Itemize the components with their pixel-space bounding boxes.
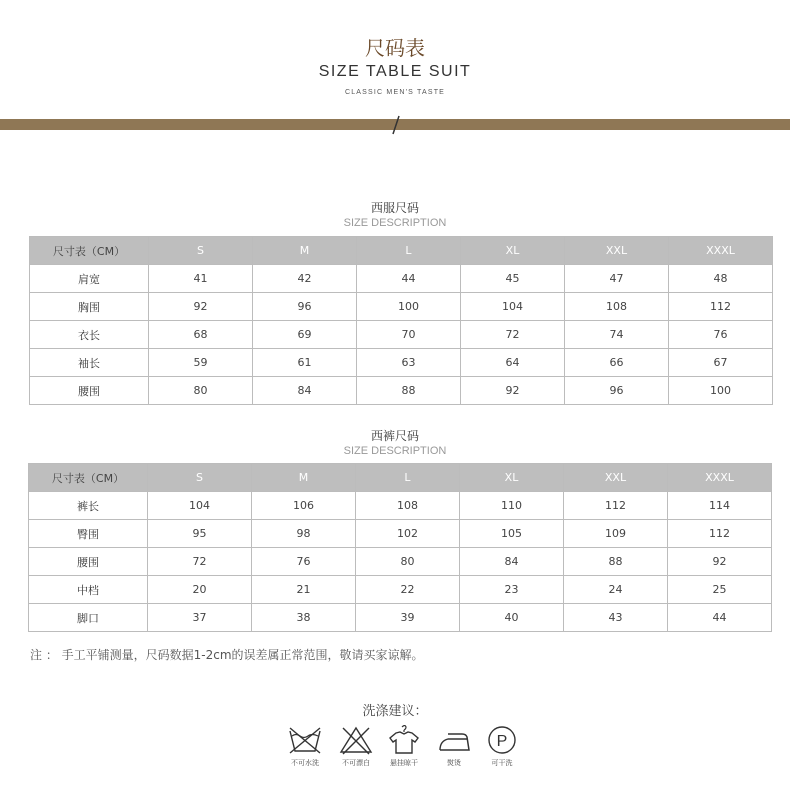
- table-cell: 106: [252, 492, 356, 520]
- table-cell: 39: [356, 604, 460, 632]
- table-cell: 72: [461, 321, 565, 349]
- table-cell: 112: [669, 293, 773, 321]
- table-cell: 104: [148, 492, 252, 520]
- page-subtitle: CLASSIC MEN'S TASTE: [344, 89, 446, 96]
- table-cell: 92: [668, 548, 772, 576]
- table-cell: 45: [461, 265, 565, 293]
- size-header-s: S: [149, 237, 253, 265]
- table-cell: 96: [253, 293, 357, 321]
- row-label: 衣长: [30, 321, 149, 349]
- table-cell: 109: [564, 520, 668, 548]
- suit-table-subtitle: SIZE DESCRIPTION: [343, 217, 447, 229]
- row-label: 肩宽: [30, 265, 149, 293]
- page-title: 尺码表: [365, 36, 425, 60]
- table-cell: 38: [252, 604, 356, 632]
- table-cell: 66: [565, 349, 669, 377]
- table-cell: 21: [252, 576, 356, 604]
- table-cell: 84: [460, 548, 564, 576]
- table-cell: 20: [148, 576, 252, 604]
- table-cell: 92: [461, 377, 565, 405]
- table-cell: 74: [565, 321, 669, 349]
- table-cell: 42: [253, 265, 357, 293]
- row-label: 臀围: [29, 520, 148, 548]
- pants-table-title: 西裤尺码: [370, 429, 419, 443]
- table-cell: 104: [461, 293, 565, 321]
- table-cell: 68: [149, 321, 253, 349]
- wash-label: 不可水洗: [291, 759, 319, 767]
- wash-label: 悬挂晾干: [390, 759, 418, 767]
- svg-text:P: P: [496, 733, 508, 750]
- size-header-l: L: [357, 237, 461, 265]
- table-cell: 100: [357, 293, 461, 321]
- table-row: [30, 377, 773, 405]
- table-cell: 88: [357, 377, 461, 405]
- table-cell: 64: [461, 349, 565, 377]
- table-header-row: [30, 237, 773, 265]
- pants-table-subtitle: SIZE DESCRIPTION: [343, 445, 447, 457]
- size-header-xl: XL: [461, 237, 565, 265]
- table-cell: 25: [668, 576, 772, 604]
- wash-item-no-bleach: [336, 725, 376, 768]
- table-cell: 47: [565, 265, 669, 293]
- table-cell: 24: [564, 576, 668, 604]
- row-label: 中档: [29, 576, 148, 604]
- row-label: 脚口: [29, 604, 148, 632]
- table-cell: 112: [564, 492, 668, 520]
- table-row: [30, 265, 773, 293]
- table-cell: 108: [356, 492, 460, 520]
- row-label: 裤长: [29, 492, 148, 520]
- table-row: [30, 349, 773, 377]
- table-cell: 84: [253, 377, 357, 405]
- table-cell: 100: [669, 377, 773, 405]
- wash-item-hang-dry: [384, 725, 424, 768]
- measurement-note: 注 ： 手工平铺测量，尺码数据1-2cm的误差属正常范围，敬请买家谅解。: [30, 648, 424, 662]
- no-bleach-icon: [338, 725, 374, 755]
- table-cell: 70: [357, 321, 461, 349]
- table-row: [29, 520, 772, 548]
- size-header-l: L: [356, 464, 460, 492]
- table-row: [29, 604, 772, 632]
- table-cell: 102: [356, 520, 460, 548]
- size-header-xl: XL: [460, 464, 564, 492]
- table-row: [30, 293, 773, 321]
- size-header-s: S: [148, 464, 252, 492]
- pants-size-table: [28, 463, 772, 632]
- slash-icon: [390, 114, 402, 136]
- table-cell: 96: [565, 377, 669, 405]
- header-label-cell: 尺寸表（CM）: [30, 237, 149, 265]
- table-cell: 76: [669, 321, 773, 349]
- dry-clean-icon: [484, 725, 520, 755]
- size-header-xxl: XXL: [565, 237, 669, 265]
- table-header-row: [29, 464, 772, 492]
- table-cell: 63: [357, 349, 461, 377]
- table-cell: 48: [669, 265, 773, 293]
- row-label: 袖长: [30, 349, 149, 377]
- table-cell: 72: [148, 548, 252, 576]
- size-header-xxl: XXL: [564, 464, 668, 492]
- wash-item-iron: [434, 725, 474, 768]
- table-cell: 112: [668, 520, 772, 548]
- table-cell: 61: [253, 349, 357, 377]
- table-cell: 43: [564, 604, 668, 632]
- table-cell: 22: [356, 576, 460, 604]
- table-row: [29, 576, 772, 604]
- hang-dry-icon: [386, 725, 422, 755]
- table-row: [29, 492, 772, 520]
- table-cell: 98: [252, 520, 356, 548]
- size-header-m: M: [253, 237, 357, 265]
- table-cell: 23: [460, 576, 564, 604]
- suit-size-table: [29, 236, 773, 405]
- page-title-english: SIZE TABLE SUIT: [318, 63, 472, 80]
- row-label: 腰围: [29, 548, 148, 576]
- table-cell: 110: [460, 492, 564, 520]
- wash-label: 可干洗: [491, 759, 513, 767]
- table-cell: 108: [565, 293, 669, 321]
- washing-title: 洗涤建议：: [362, 704, 428, 719]
- header-label-cell: 尺寸表（CM）: [29, 464, 148, 492]
- iron-icon: [434, 725, 474, 755]
- table-cell: 40: [460, 604, 564, 632]
- table-cell: 59: [149, 349, 253, 377]
- no-water-wash-icon: [287, 725, 323, 755]
- wash-item-dry-clean: [482, 725, 522, 768]
- size-header-m: M: [252, 464, 356, 492]
- wash-item-no-water-wash: [285, 725, 325, 768]
- table-cell: 114: [668, 492, 772, 520]
- row-label: 胸围: [30, 293, 149, 321]
- table-cell: 44: [668, 604, 772, 632]
- table-cell: 92: [149, 293, 253, 321]
- table-cell: 105: [460, 520, 564, 548]
- table-row: [29, 548, 772, 576]
- table-cell: 95: [148, 520, 252, 548]
- table-cell: 88: [564, 548, 668, 576]
- table-cell: 44: [357, 265, 461, 293]
- table-cell: 69: [253, 321, 357, 349]
- size-header-xxxl: XXXL: [669, 237, 773, 265]
- table-cell: 80: [356, 548, 460, 576]
- wash-label: 不可漂白: [342, 759, 370, 767]
- suit-table-title: 西服尺码: [370, 201, 419, 215]
- wash-label: 熨烫: [447, 759, 461, 767]
- table-cell: 41: [149, 265, 253, 293]
- table-cell: 37: [148, 604, 252, 632]
- size-header-xxxl: XXXL: [668, 464, 772, 492]
- table-cell: 80: [149, 377, 253, 405]
- row-label: 腰围: [30, 377, 149, 405]
- table-cell: 76: [252, 548, 356, 576]
- table-cell: 67: [669, 349, 773, 377]
- table-row: [30, 321, 773, 349]
